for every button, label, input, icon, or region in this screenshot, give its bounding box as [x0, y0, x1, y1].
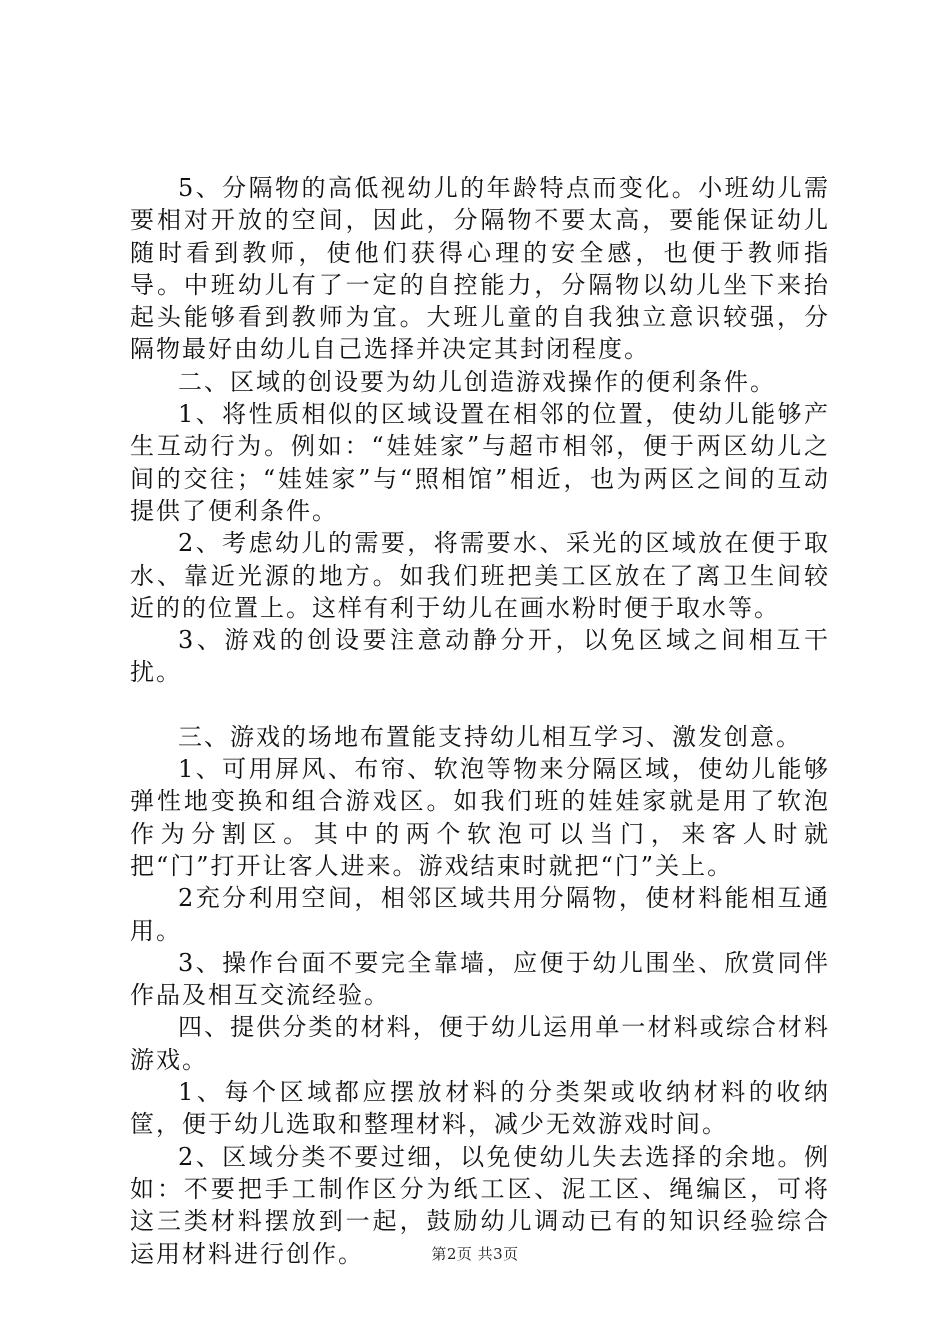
- page-number-footer: 第2页 共3页: [431, 1245, 519, 1263]
- paragraph-item-3-3: 3、操作台面不要完全靠墙，应便于幼儿围坐、欣赏同伴作品及相互交流经验。: [130, 948, 830, 1010]
- paragraph-item-2-3: 3、游戏的创设要注意动静分开，以免区域之间相互干扰。: [130, 626, 830, 687]
- paragraph-item-2-1: 1、将性质相似的区域设置在相邻的位置，使幼儿能够产生互动行为。例如：“娃娃家”与超市相邻，便于两区幼儿之间的交往；“娃娃家”与“照相馆”相近，也为两区之间的互动提供了便利条件。: [130, 400, 830, 525]
- paragraph-item-5-dividers: 5、分隔物的高低视幼儿的年龄特点而变化。小班幼儿需要相对开放的空间，因此，分隔物不要太高，要能保证幼儿随时看到教师，使他们获得心理的安全感，也便于教师指导。中班幼儿有了一定的自控能力，分隔物以幼儿坐下来抬起头能够看到教师为宜。大班儿童的自我独立意识较强，分隔物最好由幼儿自己选择并决定其封闭程度。: [130, 174, 830, 364]
- paragraph-item-2-2: 2、考虑幼儿的需要，将需要水、采光的区域放在便于取水、靠近光源的地方。如我们班把美工区放在了离卫生间较近的的位置上。这样有利于幼儿在画水粉时便于取水等。: [130, 529, 830, 622]
- blank-line: [130, 689, 830, 721]
- section-heading-2: 二、区域的创设要为幼儿创造游戏操作的便利条件。: [178, 367, 776, 396]
- section-heading-3: 三、游戏的场地布置能支持幼儿相互学习、激发创意。: [178, 722, 802, 751]
- paragraph-item-3-2: 2充分利用空间，相邻区域共用分隔物，使材料能相互通用。: [130, 884, 830, 945]
- paragraph-item-4-2: 2、区域分类不要过细，以免使幼儿失去选择的余地。例如：不要把手工制作区分为纸工区、泥工区、绳编区，可将这三类材料摆放到一起，鼓励幼儿调动已有的知识经验综合运用材料进行创作。: [130, 1142, 830, 1268]
- section-heading-4: 四、提供分类的材料，便于幼儿运用单一材料或综合材料游戏。: [130, 1013, 830, 1074]
- paragraph-item-4-1: 1、每个区域都应摆放材料的分类架或收纳材料的收纳筐，便于幼儿选取和整理材料，减少无效游戏时间。: [130, 1078, 830, 1139]
- document-body: [130, 172, 830, 1270]
- paragraph-item-3-1: 1、可用屏风、布帘、软泡等物来分隔区域，使幼儿能够弹性地变换和组合游戏区。如我们班的娃娃家就是用了软泡作为分割区。其中的两个软泡可以当门，来客人时就把“门”打开让客人进来。游戏结束时就把“门”关上。: [130, 755, 830, 880]
